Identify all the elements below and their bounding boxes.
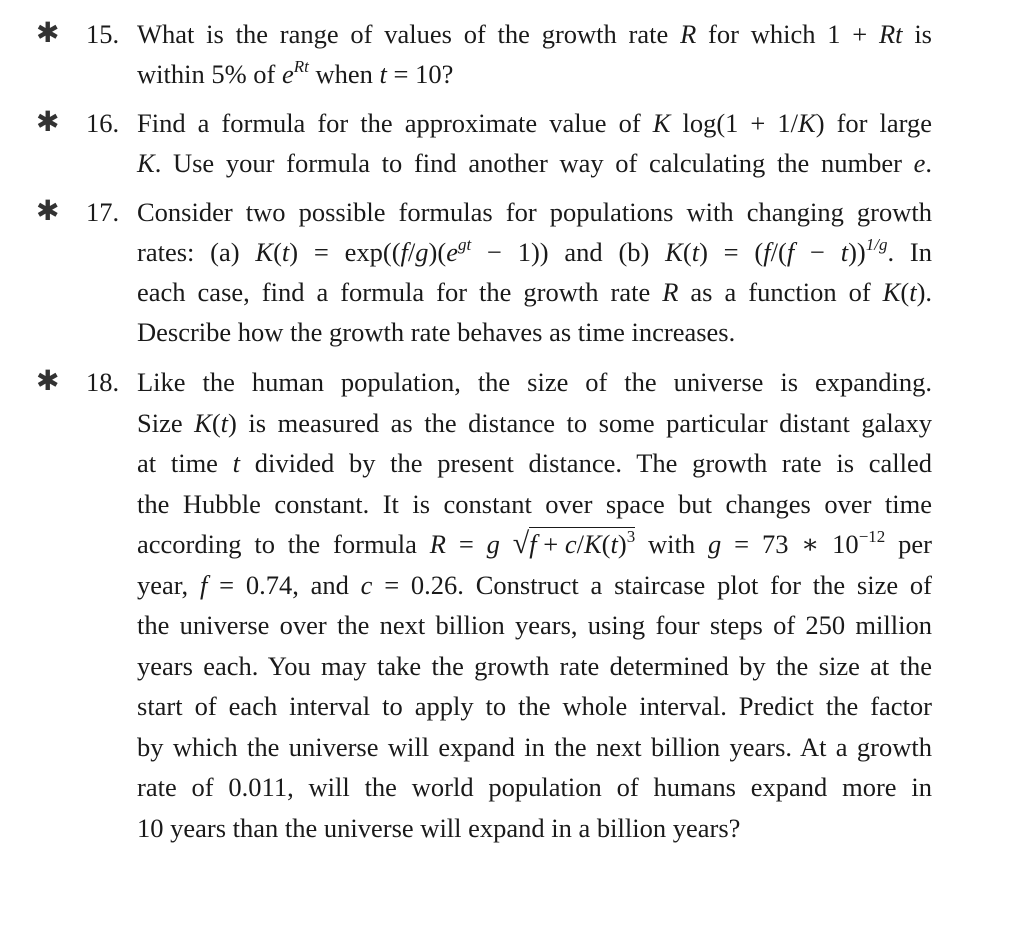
problem-text-line: year, f = 0.74, and c = 0.26. Construct a staircase plot for the size of (137, 569, 932, 600)
problem-text-line: Describe how the growth rate behaves as time increases. (137, 317, 736, 347)
problem-text-line: rates: (a) $K(t) = \exp((f/g)(e^{gt} - 1))$ and (b) $K(t) = (f/(f - t))^{1/g}$. In (137, 235, 932, 267)
problem-text-line: Find a formula for the approximate value of K log(1 + 1/K) for large (137, 108, 932, 138)
problem-text-line: at time t divided by the present distance. The growth rate is called (137, 448, 932, 478)
problem-text-line: rate of 0.011, will the world population of humans expand more in (137, 772, 932, 802)
problem-text-line: each case, find a formula for the growth rate R as a function of K(t). (137, 277, 933, 307)
square-root: $√f + c/K(t)^3$ (512, 527, 636, 560)
problem-text-line: Consider two possible formulas for populations with changing growth (137, 197, 932, 227)
star-icon: ✱ (36, 107, 60, 138)
problem-number: 17. (86, 197, 120, 227)
problem-number: 15. (86, 19, 120, 49)
problem-text-line: start of each interval to apply to the whole interval. Predict the factor (137, 691, 932, 721)
problem-text-line: What is the range of values of the growth rate R for which 1 + Rt is (137, 19, 932, 49)
star-icon: ✱ (36, 196, 60, 227)
problem-text-line: the universe over the next billion years, using four steps of 250 million (137, 610, 932, 640)
problem-text-line: 10 years than the universe will expand in a billion years? (137, 812, 741, 843)
problem-text-line: years each. You may take the growth rate determined by the size at the (137, 650, 932, 681)
problem-text-line: within 5% of $e^{Rt}$ when t = 10? (137, 57, 454, 89)
problem-text-line: Size K(t) is measured as the distance to some particular distant galaxy (137, 407, 932, 438)
problem-text-line: Like the human population, the size of the universe is expanding. (137, 367, 932, 397)
star-icon: ✱ (36, 366, 60, 397)
problem-text-line: the Hubble constant. It is constant over space but changes over time (137, 488, 932, 519)
problem-number: 18. (86, 367, 120, 397)
problem-text-line: by which the universe will expand in the next billion years. At a growth (137, 731, 932, 762)
problem-number: 16. (86, 108, 120, 138)
star-icon: ✱ (36, 18, 60, 49)
problem-text-line: according to the formula R = g $√f + c/K(t)^3$ with g = 73 ∗ $10^{-12}$ per (137, 524, 932, 564)
problem-text-line: K. Use your formula to find another way of calculating the number e. (137, 148, 932, 178)
